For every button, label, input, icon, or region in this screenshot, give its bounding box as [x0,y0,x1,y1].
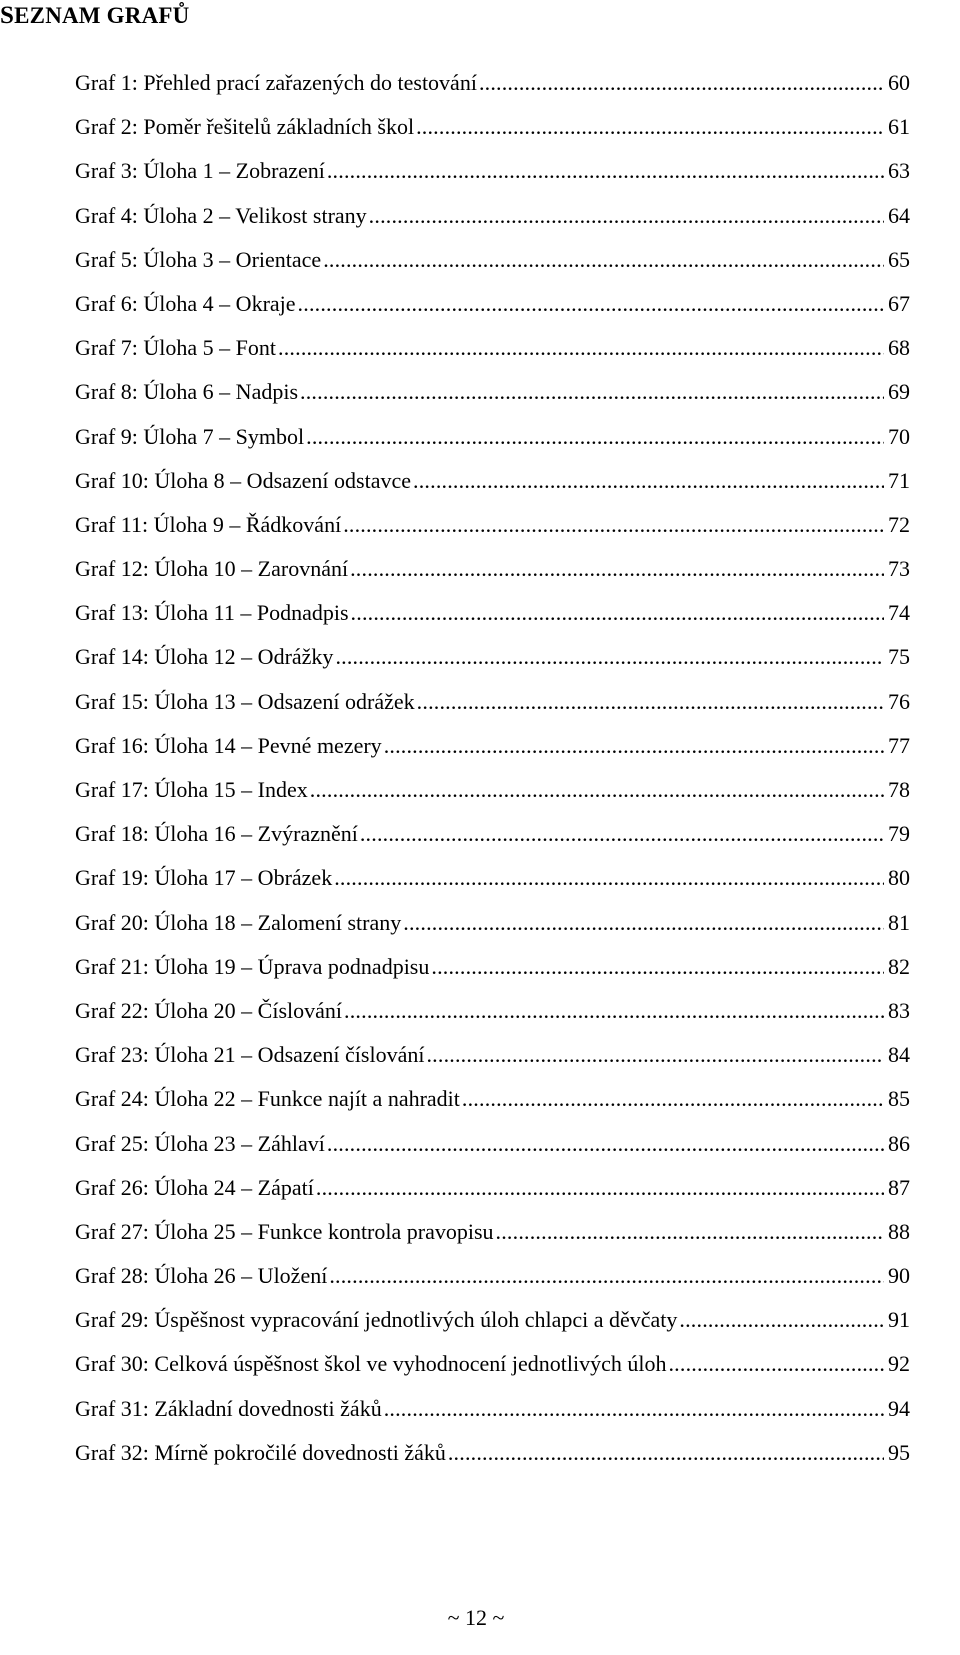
list-of-figures [75,67,910,1481]
toc-entry-label: Graf 14: Úloha 12 – Odrážky [75,644,334,670]
toc-entry-page-number: 74 [888,600,910,626]
toc-entry[interactable] [75,951,910,995]
toc-entry-page-number: 76 [888,688,910,714]
toc-entry-label: Graf 22: Úloha 20 – Číslování [75,997,343,1023]
toc-entry-page-number: 83 [888,997,910,1023]
toc-entry-label: Graf 6: Úloha 4 – Okraje [75,290,296,316]
toc-entry[interactable] [75,376,910,420]
toc-entry-page-number: 81 [888,909,910,935]
toc-entry-label: Graf 1: Přehled prací zařazených do testování [75,70,477,95]
toc-entry-page-number: 79 [888,821,910,847]
dot-leader [327,155,884,187]
toc-entry-page-number: 69 [888,379,910,405]
toc-entry-page-number: 84 [888,1042,910,1068]
toc-entry-label: Graf 31: Základní dovednosti žáků [75,1395,382,1421]
toc-entry-page-number: 65 [888,246,910,272]
toc-entry[interactable] [75,1304,910,1348]
toc-entry[interactable] [75,818,910,862]
toc-entry[interactable] [75,155,910,199]
dot-leader [329,1260,884,1292]
toc-entry-label: Graf 21: Úloha 19 – Úprava podnadpisu [75,953,430,979]
toc-entry-page-number: 75 [888,644,910,670]
toc-entry[interactable] [75,200,910,244]
dot-leader [413,465,884,497]
toc-entry-label: Graf 27: Úloha 25 – Funkce kontrola pravopisu [75,1218,494,1244]
dot-leader [300,376,884,408]
toc-entry-label: Graf 4: Úloha 2 – Velikost strany [75,202,367,228]
toc-entry-label: Graf 23: Úloha 21 – Odsazení číslování [75,1042,425,1068]
toc-entry-label: Graf 5: Úloha 3 – Orientace [75,246,322,272]
toc-entry-page-number: 70 [888,423,910,449]
toc-entry[interactable] [75,862,910,906]
dot-leader [350,553,884,585]
dot-leader [426,1039,884,1071]
toc-entry-label: Graf 15: Úloha 13 – Odsazení odrážek [75,688,415,714]
toc-entry-label: Graf 17: Úloha 15 – Index [75,777,308,802]
toc-entry[interactable] [75,1437,910,1481]
dot-leader [462,1083,884,1115]
toc-entry[interactable] [75,509,910,553]
dot-leader [351,597,884,629]
toc-entry[interactable] [75,1083,910,1127]
dot-leader [306,421,884,453]
toc-entry-label: Graf 11: Úloha 9 – Řádkování [75,511,342,537]
toc-entry[interactable] [75,1348,910,1392]
dot-leader [343,509,884,541]
toc-entry-label: Graf 26: Úloha 24 – Zápatí [75,1174,314,1200]
toc-entry-label: Graf 2: Poměr řešitelů základních škol [75,114,415,140]
toc-entry[interactable] [75,730,910,774]
dot-leader [310,774,884,806]
toc-entry-label: Graf 3: Úloha 1 – Zobrazení [75,158,325,184]
toc-entry[interactable] [75,111,910,155]
page-title-rest: EZNAM GRAFŮ [14,3,190,28]
dot-leader [360,818,884,850]
toc-entry-label: Graf 9: Úloha 7 – Symbol [75,423,305,449]
dot-leader [369,200,884,232]
toc-entry-page-number: 61 [888,114,910,140]
toc-entry[interactable] [75,553,910,597]
toc-entry[interactable] [75,1260,910,1304]
toc-entry[interactable] [75,1393,910,1437]
toc-entry-page-number: 92 [888,1351,910,1377]
toc-entry-page-number: 77 [888,732,910,758]
dot-leader [448,1437,884,1469]
toc-entry[interactable] [75,1172,910,1216]
dot-leader [416,111,884,143]
page-number: ~ 12 ~ [447,1605,505,1630]
toc-entry[interactable] [75,641,910,685]
toc-entry-page-number: 67 [888,290,910,316]
toc-entry-label: Graf 12: Úloha 10 – Zarovnání [75,556,349,582]
toc-entry[interactable] [75,995,910,1039]
toc-entry-page-number: 80 [888,865,910,891]
dot-leader [384,730,884,762]
toc-entry[interactable] [75,774,910,818]
toc-entry[interactable] [75,332,910,376]
toc-entry[interactable] [75,421,910,465]
toc-entry[interactable] [75,686,910,730]
toc-entry-page-number: 95 [888,1439,910,1465]
toc-entry-label: Graf 19: Úloha 17 – Obrázek [75,865,333,891]
dot-leader [344,995,884,1027]
dot-leader [335,641,884,673]
toc-entry-label: Graf 18: Úloha 16 – Zvýraznění [75,821,358,847]
toc-entry-page-number: 87 [888,1174,910,1200]
dot-leader [403,907,884,939]
toc-entry-label: Graf 25: Úloha 23 – Záhlaví [75,1130,325,1156]
toc-entry-page-number: 86 [888,1130,910,1156]
toc-entry-page-number: 94 [888,1395,910,1421]
toc-entry-label: Graf 16: Úloha 14 – Pevné mezery [75,732,382,758]
toc-entry-label: Graf 30: Celková úspěšnost škol ve vyhodnocení jednotlivých úloh [75,1351,667,1377]
dot-leader [496,1216,884,1248]
toc-entry-label: Graf 10: Úloha 8 – Odsazení odstavce [75,467,412,493]
toc-entry-page-number: 88 [888,1218,910,1244]
toc-entry[interactable] [75,67,910,111]
toc-entry-label: Graf 20: Úloha 18 – Zalomení strany [75,909,402,935]
toc-entry-page-number: 68 [888,335,910,361]
toc-entry-page-number: 91 [888,1307,910,1333]
toc-entry-page-number: 82 [888,953,910,979]
toc-entry-page-number: 85 [888,1086,910,1112]
page-title-initial: S [0,2,15,29]
dot-leader [417,686,884,718]
toc-entry[interactable] [75,288,910,332]
toc-entry-label: Graf 13: Úloha 11 – Podnadpis [75,600,349,626]
toc-entry-page-number: 63 [888,158,910,184]
toc-entry-page-number: 64 [888,202,910,228]
toc-entry-label: Graf 28: Úloha 26 – Uložení [75,1263,328,1289]
toc-entry-page-number: 73 [888,556,910,582]
toc-entry-label: Graf 7: Úloha 5 – Font [75,335,277,361]
dot-leader [679,1304,884,1336]
toc-entry-page-number: 71 [888,467,910,493]
toc-entry-label: Graf 24: Úloha 22 – Funkce najít a nahradit [75,1086,460,1112]
toc-entry-page-number: 60 [888,70,910,95]
toc-entry-page-number: 72 [888,511,910,537]
dot-leader [668,1348,884,1380]
toc-entry[interactable] [75,1039,910,1083]
dot-leader [479,67,884,99]
dot-leader [316,1172,884,1204]
toc-entry[interactable] [75,465,910,509]
dot-leader [327,1128,884,1160]
dot-leader [431,951,884,983]
toc-entry-label: Graf 8: Úloha 6 – Nadpis [75,379,299,405]
dot-leader [384,1393,884,1425]
toc-entry[interactable] [75,1216,910,1260]
dot-leader [323,244,884,276]
page-title [0,2,189,30]
toc-entry-label: Graf 29: Úspěšnost vypracování jednotlivých úloh chlapci a děvčaty [75,1307,678,1333]
toc-entry[interactable] [75,597,910,641]
toc-entry-label: Graf 32: Mírně pokročilé dovednosti žáků [75,1439,446,1465]
toc-entry[interactable] [75,1128,910,1172]
toc-entry-page-number: 78 [888,777,910,802]
toc-entry-page-number: 90 [888,1263,910,1289]
dot-leader [278,332,884,364]
toc-entry[interactable] [75,244,910,288]
toc-entry[interactable] [75,907,910,951]
dot-leader [334,862,884,894]
dot-leader [298,288,884,320]
